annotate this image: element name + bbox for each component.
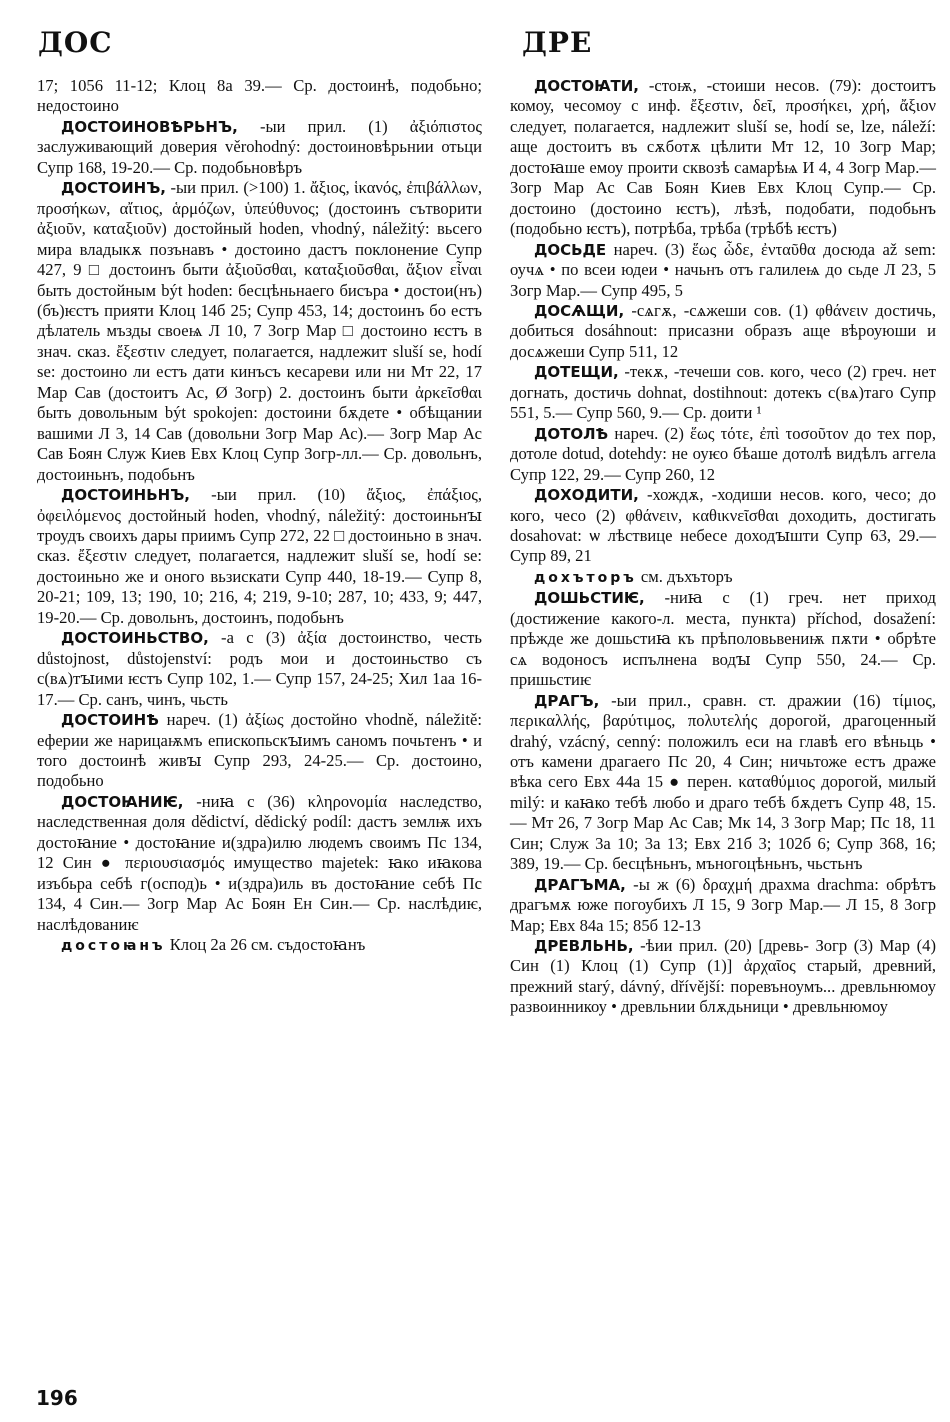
left-column [37,76,482,956]
dictionary-entry [510,362,936,423]
headword: ДРЕВЛЬНЬ, [534,937,634,956]
headword: ДОСѦЩИ, [534,301,625,320]
dictionary-entry [510,485,936,567]
dictionary-entry [510,301,936,362]
dictionary-entry [37,178,482,485]
entry-body: нареч. (3) ἕως ὧδε, ἐνταῦθα досюда až sem: оучѧ • по всеи юдеи • начьнъ отъ галилеѩ до сьде Л 23, 5 Зогр Мар.— Супр 495, 5 [510,239,936,300]
dictionary-entry [510,691,936,875]
dictionary-entry [37,792,482,935]
dictionary-entry [510,424,936,485]
entry-body: 17; 1056 11-12; Клоц 8а 39.— Ср. достоинѣ, подобьно; недостоино [37,76,482,116]
entry-body: см. дъхъторъ [636,566,733,586]
page-number: 196 [36,1386,78,1410]
entry-body: -ниꙗ с (1) греч. нет приход (достижение какого-л. места, пункта) příchod, dosažení: прѣжде же дошьстиꙗ къ прѣполовьвениѭ пѫти • обрѣте сѧ водоносъ испълнена водꙑ Супр 550, 24.— Ср. пришьстиѥ [510,588,936,690]
dictionary-entry [37,117,482,178]
headword: ДОСТОИНЬНЪ, [61,486,190,505]
entry-body: нареч. (1) ἀξίως достойно vhodně, náležitě: ефеpии же нарицаѭмъ епископьскꙑимъ саномъ почьтенъ • и того достоинѣ живꙑ Супр 293, 24-25.— Ср. достоино, подобьно [37,710,482,791]
headword: ДОСТОИНѢ [61,711,159,730]
dictionary-entry [510,240,936,301]
dictionary-entry [37,76,482,117]
headword: ДОСТОꙖНИѤ, [61,792,184,811]
headword: ДОТОЛѢ [534,424,609,443]
entry-body: -текѫ, -течеши сов. кого, чесо (2) греч. нет догнать, достичь dohnat, dostihnout: дотекъ с(вѧ)таго Супр 551, 5.— Супр 560, 9.— Ср. доити ¹ [510,362,936,423]
headword: ДРАГЪМА, [534,875,626,894]
right-column [510,76,936,1018]
entry-body: -а с (3) ἀξία достоинство, честь důstojnost, důstojenství: родъ мои и достоиньство съ с(вѧ)тꙑими ѥстъ Супр 102, 1.— Супр 157, 24-25; Хил 1аа 16-17.— Ср. санъ, чинъ, чьсть [37,628,482,709]
entry-body: -сѧгѫ, -сѧжеши сов. (1) φθάνειν достичь, добиться dosáhnout: присазни образъ аще вѣроуюши и досѧжеши Супр 511, 12 [510,300,936,361]
entry-body: -ы ж (6) δραχμή драхма drachma: обрѣтъ драгъмѫ юже погоубихъ Л 15, 9 Зогр Мар.— Л 15, 8 Зогр Мар; Евх 84а 15; 85б 12-13 [510,874,936,935]
headword: ДОСТОИНЪ, [61,179,166,198]
entry-body: -ѣии прил. (20) [древь- Зогр (3) Мар (4) Син (1) Клоц (1) Супр (1)] ἀρχαῖος старый, древний, прежний starý, dávný, dřívější: поревъноумъ... древльнюмоу развоинникоу • древльнии блѫдьници • древльнюмоу [510,936,936,1017]
running-head-left: ДОС [38,26,113,59]
headword: ДОСТОꙖТИ, [534,77,639,95]
dictionary-entry [510,76,936,240]
dictionary-entry [37,710,482,792]
entry-body: -стоѭ, -стоиши несов. (79): достоитъ комоу, чесомоу с инф. ἔξεστιν, δεῖ, προσήκει, χρή, ἄξιον следует, полагается, надлежит sluší se, hodí se, lze, náleží: аще достоитъ въ сѫботѫ цѣлити Мт 12, 10 Зогр Мар; достоꙗше емоу проити сквозѣ самарѣѩ И 4, 4 Зогр Мар.— Зогр Мар Ас Сав Боян Киев Евх Клоц Супр.— Ср. достоино (достоино ѥстъ), лѣзѣ, подобати, подобьнъ (подобьно ѥстъ), потрѣба, трѣба (трѣбѣ ѥстъ) [510,76,936,239]
entry-body: -ыи прил. (10) ἄξιος, ἐπάξιος, ὀφειλόμενος достойный hoden, vhodný, náležitý: достоиньнꙑ троудъ своихъ дары приимъ Супр 272, 22 □ достоиньно в знач. сказ. ἔξεστιν следует, полагается, надлежит sluší se, hodí se: достоиньно же и оного вьзискати Супр 440, 18-19.— Супр 8, 20-21; 109, 13; 190, 10; 216, 4; 219, 9-10; 287, 10; 433, 9; 447, 19-20.— Ср. довольнъ, достоинъ, подобьнъ [37,485,482,627]
dictionary-entry [37,935,482,956]
dictionary-entry [510,875,936,936]
dictionary-entry [510,936,936,1018]
headword: ДРАГЪ, [534,691,600,710]
entry-body: нареч. (2) ἕως τότε, ἐπὶ τοσοῦτον до тех пор, дотоле dotud, dotehdy: не оуѥо бѣаше дотолѣ видѣлъ аггела Супр 122, 29.— Супр 260, 12 [510,423,936,484]
headword: ДОСТОИНЬСТВО, [61,629,209,648]
headword: дохъторъ [534,569,637,586]
entry-body: -ыи прил., сравн. ст. дражии (16) τίμιος, περικαλλής, βαρύτιμος, πολυτελής дорогой, драгоценный drahý, vzácný, cenný: положилъ еси на главѣ его вѣньць • отъ камени драгаего Пс 20, 4 Син; ничьтоже естъ драже вѣка сего Евх 44а 15 ● перен. καταθύμιος дорогой, милый milý: и каꙗко тебѣ любо и драго тебѣ бѫдетъ Супр 48, 15.— Мт 26, 7 Зогр Мар Ас Сав; Мк 14, 3 Зогр Мар; Пс 18, 11 Син; Служ 3а 10; 3а 13; Евх 21б 3; 102б 6; Супр 368, 16; 389, 19.— Ср. бесцѣньнъ, мъногоцѣньнъ, чьстьнъ [510,690,936,874]
headword: ДОСТОИНОВѢРЬНЪ, [61,117,238,136]
headword: ДОСЬДЕ [534,240,607,259]
dictionary-entry [37,628,482,710]
entry-body: -ыи прил. (>100) 1. ἄξιος, ἱκανός, ἐπιβάλλων, προσήκων, αἴτιος, ἁρμόζων, ὑπεύθυνος; (достоинъ сътворити ἀξιοῦν, καταξιοῦν) достойный hoden, vhodný, náležitý: вьсего мира владыкѫ позънавъ • достоино дастъ поклонение Супр 427, 9 □ достоинъ быти ἀξιοῦσθαι, καταξιοῦσθαι, ἄξιον εἶναι быть достойным být hoden: бесцѣньнаего бисъра • достои(нъ) (бъ)ѥстъ прияти Клоц 14б 25; Супр 453, 14; достоинъ бо естъ дѣлатель мъзды своеѩ Л 10, 7 Зогр Мар □ достоино ѥстъ в знач. сказ. ἔξεστιν следует, полагается, надлежит sluší se, hodí se: достоино ли естъ дати кинъсъ кесареви или ни Мт 22, 17 Мар Сав (достоитъ Ас, Ø Зогр) 2. достоинъ быти ἀρκεῖσθαι быть довольным být spokojen: достоини бѫдете • обѣщании вашими Л 3, 14 Сав (довольни Зогр Мар Ас).— Зогр Мар Ас Сав Боян Служ Киев Евх Клоц Супр Зогр-лл.— Ср. довольнъ, достоиньнъ, подобьнъ [37,178,482,484]
headword: достоꙗнъ [61,938,166,955]
entry-body: -ниꙗ с (36) κληρονομία наследство, наследственная доля dědictví, dědický podíl: дастъ землѭ ихъ достоꙗние • достоꙗние и(здра)илю людемъ своимъ Пс 134, 12 Син ● περιουσιασμός имущество majetek: ꙗко иꙗкова изъбьра себѣ г(оспод)ь • и(здра)иль въ достоꙗние себѣ Пс 134, 4 Син.— Зогр Мар Ас Боян Ен Син.— Ср. наслѣдиѥ, наслѣдованиѥ [37,791,482,934]
headword: ДОТЕЩИ, [534,363,619,382]
headword: ДОХОДИТИ, [534,486,639,505]
entry-body: Клоц 2а 26 см. съдостоꙗнъ [165,935,366,955]
entry-body: -ыи прил. (1) ἀξιόπιστος заслуживающий доверия věrohodný: достоиновѣрьнии отьци Супр 168, 19-20.— Ср. подобьновѣръ [37,116,482,177]
dictionary-entry [510,588,936,690]
dictionary-entry [510,567,936,588]
entry-body: -хождѫ, -ходиши несов. кого, чесо; до кого, чесо (2) φθάνειν, καθικνεῖσθαι доходить, достигать dosahovat: ѡ лѣствице небесе доходꙑшти Супр 63, 29.— Супр 89, 21 [510,485,936,566]
headword: ДОШЬСТИѤ, [534,589,645,608]
dictionary-entry [37,485,482,628]
running-head-right: ДРЕ [522,26,593,59]
